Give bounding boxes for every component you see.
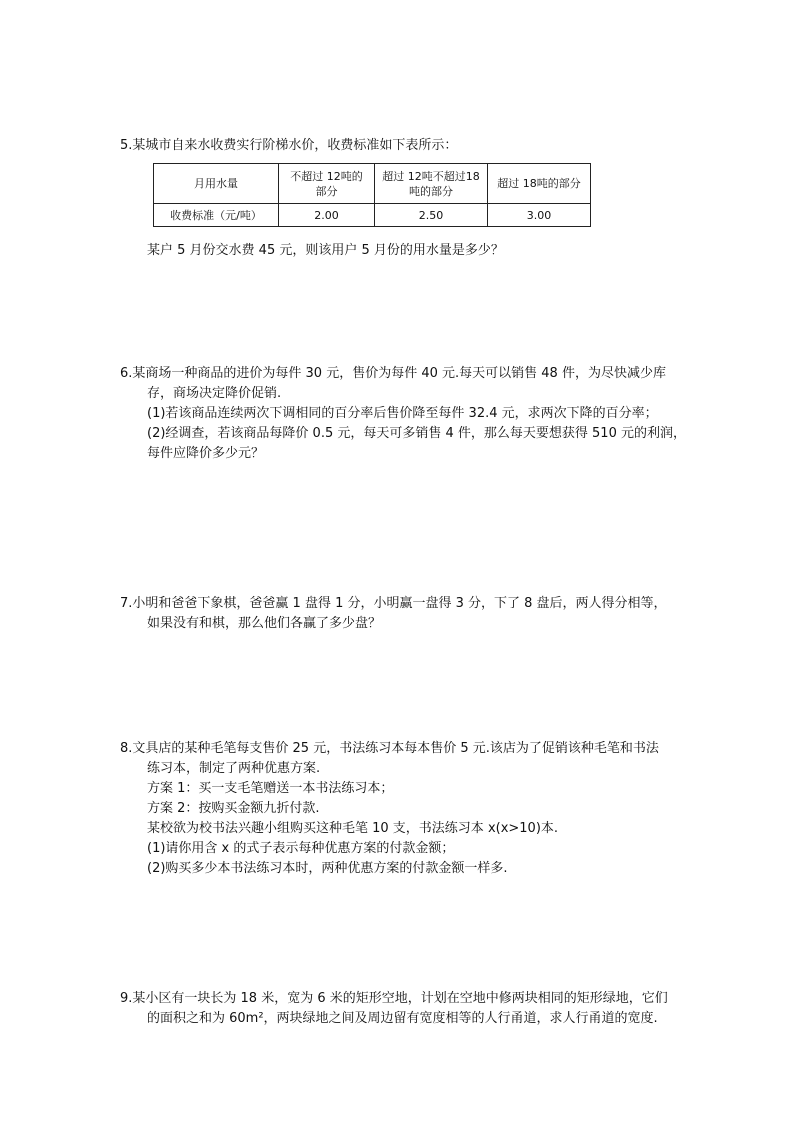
question-6-line: 存，商场决定降价促销. bbox=[147, 386, 282, 401]
table-cell: 超过 18吨的部分 bbox=[488, 164, 591, 204]
question-6-part-2: (2)经调查，若该商品每降价 0.5 元，每天可多销售 4 件，那么每天要想获得 510 元的利润， bbox=[147, 426, 686, 441]
table-cell: 月用水量 bbox=[154, 164, 279, 204]
table-cell: 不超过 12吨的部分 bbox=[279, 164, 375, 204]
question-7-line: 如果没有和棋，那么他们各赢了多少盘？ bbox=[147, 616, 382, 631]
question-9-line: 的面积之和为 60m²，两块绿地之间及周边留有宽度相等的人行甬道，求人行甬道的宽度. bbox=[147, 1011, 658, 1026]
question-6-line: 每件应降价多少元？ bbox=[147, 446, 265, 461]
question-6-part-1: (1)若该商品连续两次下调相同的百分率后售价降至每件 32.4 元，求两次下降的百分率； bbox=[147, 406, 658, 421]
table-cell: 收费标准（元/吨） bbox=[154, 204, 279, 227]
table-cell: 3.00 bbox=[488, 204, 591, 227]
table-row bbox=[154, 164, 591, 204]
question-9-line: 9.某小区有一块长为 18 米，宽为 6 米的矩形空地，计划在空地中修两块相同的矩形绿地，它们 bbox=[120, 991, 668, 1006]
question-8-plan-1: 方案 1：买一支毛笔赠送一本书法练习本； bbox=[147, 781, 394, 796]
question-6-line: 6.某商场一种商品的进价为每件 30 元，售价为每件 40 元.每天可以销售 48 件，为尽快减少库 bbox=[120, 366, 666, 381]
question-5-stem: 5.某城市自来水收费实行阶梯水价，收费标准如下表所示： bbox=[120, 138, 458, 153]
question-8-line: 8.文具店的某种毛笔每支售价 25 元，书法练习本每本售价 5 元.该店为了促销该种毛笔和书法 bbox=[120, 741, 659, 756]
question-7-line: 7.小明和爸爸下象棋，爸爸赢 1 盘得 1 分，小明赢一盘得 3 分，下了 8 盘后，两人得分相等， bbox=[120, 596, 667, 611]
question-8-part-2: (2)购买多少本书法练习本时，两种优惠方案的付款金额一样多. bbox=[147, 861, 508, 876]
question-8-line: 练习本，制定了两种优惠方案. bbox=[147, 761, 321, 776]
table-cell: 2.50 bbox=[375, 204, 488, 227]
question-7 bbox=[120, 594, 704, 634]
question-8-line: 某校欲为校书法兴趣小组购买这种毛笔 10 支，书法练习本 x(x>10)本. bbox=[147, 821, 559, 836]
question-6 bbox=[120, 364, 704, 464]
question-5-question: 某户 5 月份交水费 45 元，则该用户 5 月份的用水量是多少？ bbox=[147, 243, 504, 258]
question-8-plan-2: 方案 2：按购买金额九折付款. bbox=[147, 801, 320, 816]
table-cell: 2.00 bbox=[279, 204, 375, 227]
table-row bbox=[154, 204, 591, 227]
question-9 bbox=[120, 989, 704, 1029]
question-8 bbox=[120, 739, 704, 879]
water-fee-table bbox=[153, 163, 591, 227]
table-cell: 超过 12吨不超过18吨的部分 bbox=[375, 164, 488, 204]
question-8-part-1: (1)请你用含 x 的式子表示每种优惠方案的付款金额； bbox=[147, 841, 455, 856]
question-5 bbox=[120, 136, 704, 156]
